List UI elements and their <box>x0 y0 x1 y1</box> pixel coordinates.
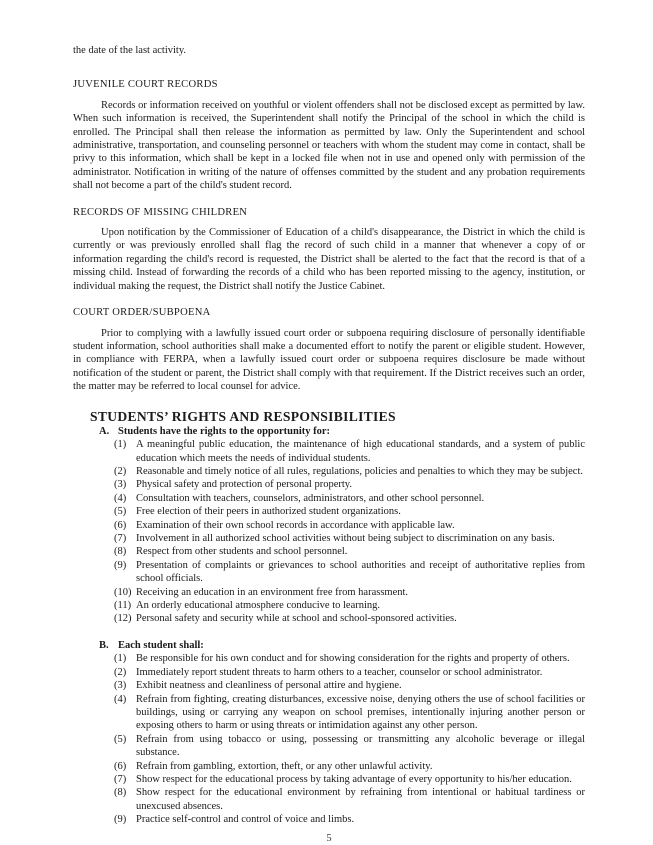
subsection-a-label: A. <box>99 425 110 437</box>
list-item <box>114 612 585 625</box>
item-number: (4) <box>114 693 127 705</box>
list-item <box>114 478 585 491</box>
item-number: (2) <box>114 465 127 477</box>
item-number: (10) <box>114 586 132 598</box>
subsection-b-label: B. <box>99 639 109 651</box>
page-number: 5 <box>326 832 332 844</box>
subsection-b <box>73 639 585 827</box>
item-number: (5) <box>114 733 127 745</box>
item-text: An orderly educational atmosphere conducive to learning. <box>136 600 381 611</box>
list-item <box>114 693 585 733</box>
item-text: A meaningful public education, the maintenance of high educational standards, and a system of public education which meets the needs of individual students. <box>136 439 585 464</box>
list-item <box>114 733 585 760</box>
section-body-records-of-missing-children: Upon notification by the Commissioner of Education of a child's disappearance, the District in which the child is currently or was previously enrolled shall flag the record of such child in a manner that whenever a copy of or information regarding the child's record is requested, the District shall be alerted to the fact that the record is that of a missing child. Instead of forwarding the records of a child who has been reported missing to the agency, institution, or individual making the request, the District shall notify the Justice Cabinet. <box>73 227 585 292</box>
item-number: (8) <box>114 546 127 558</box>
item-text: Free election of their peers in authorized student organizations. <box>136 506 401 518</box>
rights-title: STUDENTS’ RIGHTS AND RESPONSIBILITIES <box>90 408 396 424</box>
list-item <box>114 505 585 518</box>
list-item <box>114 492 585 505</box>
list-item <box>114 586 585 599</box>
item-text: Presentation of complaints or grievances to school authorities and receipt of authoritative replies from school officials. <box>136 559 585 585</box>
item-number: (1) <box>114 439 127 451</box>
item-text: Physical safety and protection of personal property. <box>136 479 352 491</box>
section-heading-court-order-subpoena: COURT ORDER/SUBPOENA <box>73 307 211 319</box>
item-text: Refrain from using tobacco or using, possessing or transmitting any alcoholic beverage or illegal substance. <box>136 733 585 759</box>
item-text: Respect from other students and school personnel. <box>136 546 348 558</box>
list-item <box>114 465 585 478</box>
item-number: (6) <box>114 760 127 772</box>
item-number: (1) <box>114 653 127 665</box>
item-text: Refrain from fighting, creating disturbances, excessive noise, denying others the use of school facilities or buildings, using or carrying any weapon on school premises, intentionally injuring another person or exposing others to harm or using threats or intimidation against any other person. <box>136 693 585 732</box>
list-item <box>114 545 585 558</box>
item-number: (8) <box>114 787 127 799</box>
item-number: (4) <box>114 492 127 504</box>
item-number: (12) <box>114 613 132 625</box>
item-text: Practice self-control and control of voice and limbs. <box>136 814 355 826</box>
list-item <box>114 773 585 786</box>
list-item <box>114 532 585 545</box>
item-text: Show respect for the educational process by taking advantage of every opportunity to his/her education. <box>136 774 572 786</box>
item-number: (9) <box>114 559 127 571</box>
item-text: Exhibit neatness and cleanliness of personal attire and hygiene. <box>136 680 402 692</box>
section-heading-records-of-missing-children: RECORDS OF MISSING CHILDREN <box>73 206 248 218</box>
item-number: (7) <box>114 532 127 544</box>
list-item <box>114 786 585 813</box>
item-number: (9) <box>114 814 127 826</box>
item-number: (6) <box>114 519 127 531</box>
subsection-a-header <box>99 425 585 439</box>
section-body-court-order-subpoena: Prior to complying with a lawfully issued court order or subpoena requiring disclosure of personally identifiable student information, school authorities shall make a documented effort to notify the parent or eligible student. However, in compliance with FERPA, when a lawfully issued court order or subpoena requires disclosure be made without notification of the student or parent, the District shall comply with that requirement. If the District receives such an order, the matter may be referred to local counsel for advice. <box>73 327 585 393</box>
item-text: Examination of their own school records in accordance with applicable law. <box>136 519 455 531</box>
item-text: Involvement in all authorized school activities without being subject to discrimination on any basis. <box>136 532 555 544</box>
list-item <box>114 559 585 586</box>
list-item <box>114 599 585 612</box>
list-item <box>114 813 585 826</box>
item-text: Consultation with teachers, counselors, administrators, and other school personnel. <box>136 492 485 504</box>
item-number: (3) <box>114 680 127 692</box>
subsection-b-header <box>99 639 585 653</box>
list-item <box>114 438 585 465</box>
item-number: (7) <box>114 774 127 786</box>
subsection-a <box>73 425 585 626</box>
item-text: Show respect for the educational environment by refraining from intentional or habitual tardiness or unexcused absences. <box>136 787 585 812</box>
list-item <box>114 652 585 665</box>
item-text: Refrain from gambling, extortion, theft, or any other unlawful activity. <box>136 760 433 772</box>
list-item <box>114 760 585 773</box>
item-number: (5) <box>114 506 127 518</box>
list-item <box>114 679 585 692</box>
section-heading-juvenile-court-records: JUVENILE COURT RECORDS <box>73 79 218 91</box>
subsection-b-heading: Each student shall: <box>118 639 204 651</box>
item-text: Be responsible for his own conduct and for showing consideration for the rights and property of others. <box>136 653 570 665</box>
item-text: Reasonable and timely notice of all rules, regulations, policies and penalties to which they may be subject. <box>136 465 583 477</box>
carryover-text: the date of the last activity. <box>73 45 187 56</box>
item-text: Receiving an education in an environment free from harassment. <box>136 586 409 598</box>
item-text: Personal safety and security while at school and school-sponsored activities. <box>136 613 457 625</box>
item-number: (3) <box>114 479 127 491</box>
item-number: (11) <box>114 600 132 611</box>
subsection-a-heading: Students have the rights to the opportunity for: <box>118 425 331 437</box>
item-number: (2) <box>114 666 127 678</box>
list-item <box>114 519 585 532</box>
list-item <box>114 666 585 679</box>
item-text: Immediately report student threats to harm others to a teacher, counselor or school administrator. <box>136 666 543 678</box>
section-body-juvenile-court-records: Records or information received on youthful or violent offenders shall not be disclosed except as permitted by law. When such information is received, the Superintendent shall notify the Principal of the school in which the child is enrolled. The Principal shall then release the information as permitted by law. Only the Superintendent and school administrative, transportation, and counseling personnel or teachers with whom the student may come in contact, shall be privy to this information, which shall be kept in a locked file when not in use and opened only with permission of the administrator. Notification in writing of the nature of offenses committed by the student and any probation requirements shall not become a part of the child's student record. <box>73 99 585 192</box>
